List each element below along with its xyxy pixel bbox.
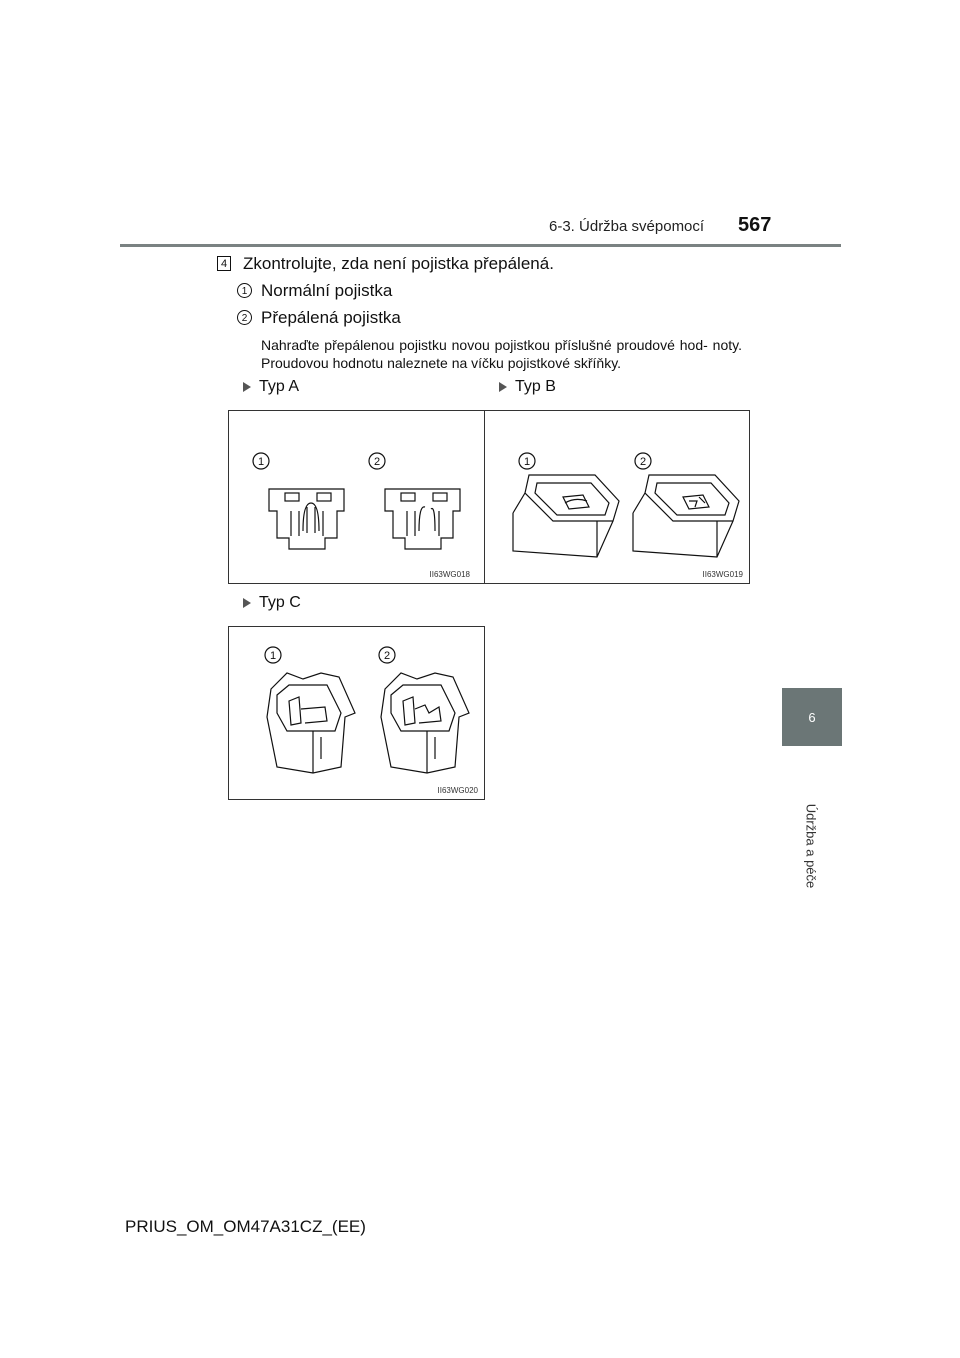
figure-title-a — [243, 378, 299, 396]
cartridge-fuse-illustration — [485, 411, 751, 585]
triangle-bullet-icon — [499, 382, 507, 392]
figure-title-b — [499, 378, 556, 396]
figure-title-c — [243, 594, 301, 612]
figure-typ-b — [484, 410, 750, 584]
document-code: PRIUS_OM_OM47A31CZ_(EE) — [125, 1217, 366, 1236]
instruction-note: Nahraďte přepálenou pojistku novou pojistkou příslušné proudové hod- noty. Proudovou hodnotu naleznete na víčku pojistkové skříňky. — [261, 337, 742, 371]
page-number: 567 — [738, 214, 772, 236]
blade-fuse-illustration — [229, 411, 486, 585]
figure-code: II63WG019 — [702, 570, 743, 579]
step-number: 4 — [217, 256, 231, 271]
figure-title-text: Typ B — [515, 378, 556, 395]
callout-2: 2 — [373, 456, 381, 468]
callout-2: 2 — [639, 456, 647, 468]
figure-typ-a — [228, 410, 485, 584]
j-case-fuse-illustration — [229, 627, 486, 801]
item-label: Normální pojistka — [261, 281, 393, 300]
triangle-bullet-icon — [243, 598, 251, 608]
item-number: 2 — [237, 310, 252, 325]
step-text: Zkontrolujte, zda není pojistka přepálená. — [243, 254, 554, 273]
triangle-bullet-icon — [243, 382, 251, 392]
chapter-number: 6 — [808, 709, 816, 725]
chapter-tab — [782, 688, 842, 746]
chapter-label: Údržba a péče — [803, 803, 819, 889]
item-label: Přepálená pojistka — [261, 308, 401, 327]
figure-title-text: Typ C — [259, 594, 301, 611]
section-title: 6-3. Údržba svépomocí — [549, 218, 705, 235]
item-number: 1 — [237, 283, 252, 298]
figure-code: II63WG020 — [437, 786, 478, 795]
header-rule — [120, 244, 841, 247]
figure-typ-c — [228, 626, 485, 800]
figure-code: II63WG018 — [429, 570, 470, 579]
callout-2: 2 — [383, 650, 391, 662]
callout-1: 1 — [257, 456, 265, 468]
callout-1: 1 — [523, 456, 531, 468]
figure-title-text: Typ A — [259, 378, 300, 395]
callout-1: 1 — [269, 650, 277, 662]
